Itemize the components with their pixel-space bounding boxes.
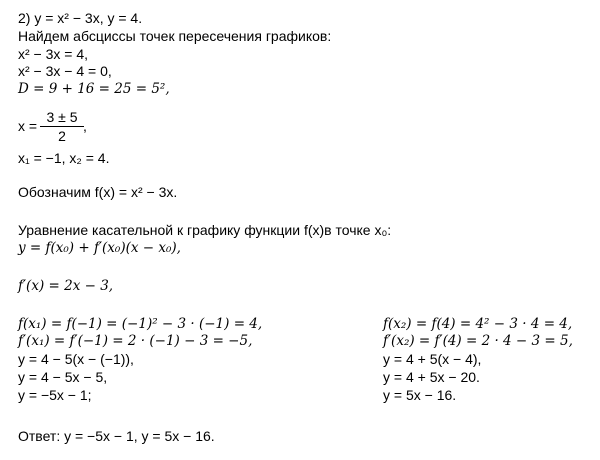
right-column-line: y = 4 + 5x − 20. (383, 369, 480, 385)
root-fraction (40, 109, 84, 144)
left-column-line: f′(x₁) = f′(−1) = 2 · (−1) − 3 = −5, (18, 333, 253, 349)
discriminant-line: D = 9 + 16 = 25 = 5², (18, 81, 170, 97)
problem-header: 2) y = x² − 3x, y = 4. (18, 10, 143, 26)
fraction-denominator: 2 (58, 128, 66, 144)
fraction-numerator: 3 ± 5 (40, 109, 84, 127)
right-column-line: y = 5x − 16. (383, 387, 457, 403)
fraction-comma: , (83, 118, 87, 134)
right-column-line: f(x₂) = f(4) = 4² − 3 · 4 = 4, (383, 316, 573, 332)
left-column-line: f(x₁) = f(−1) = (−1)² − 3 · (−1) = 4, (18, 316, 263, 332)
roots-line: x₁ = −1, x₂ = 4. (18, 150, 110, 166)
x-equals-label: x = (18, 118, 38, 134)
find-abscissas-text: Найдем абсциссы точек пересечения графиков: (18, 28, 332, 44)
right-column-line: y = 4 + 5(x − 4), (383, 351, 482, 367)
left-column-line: y = 4 − 5x − 5, (18, 369, 108, 385)
derivative-line: f′(x) = 2x − 3, (18, 278, 114, 294)
left-column-line: y = −5x − 1; (18, 387, 92, 403)
tangent-formula: y = f(x₀) + f′(x₀)(x − x₀), (18, 240, 181, 256)
denote-function-line: Обозначим f(x) = x² − 3x. (18, 184, 178, 200)
tangent-equation-text: Уравнение касательной к графику функции f(x)в точке x₀: (18, 222, 392, 238)
left-column-line: y = 4 − 5(x − (−1)), (18, 351, 134, 367)
answer-line: Ответ: y = −5x − 1, y = 5x − 16. (18, 428, 215, 444)
right-column-line: f′(x₂) = f′(4) = 2 · 4 − 3 = 5, (383, 333, 573, 349)
equation-1: x² − 3x = 4, (18, 46, 89, 62)
equation-2: x² − 3x − 4 = 0, (18, 63, 112, 79)
